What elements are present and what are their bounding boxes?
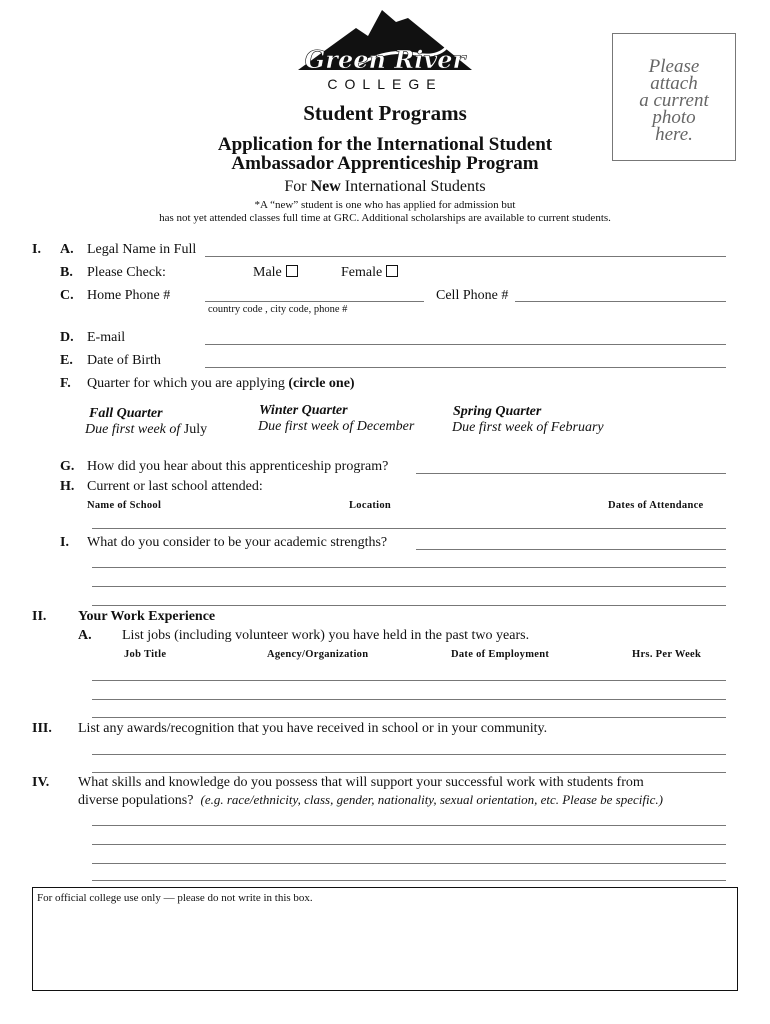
male-checkbox[interactable] <box>286 265 298 277</box>
agency-header: Agency/Organization <box>267 649 369 660</box>
skills-label-line-2 <box>78 792 663 809</box>
item-f-letter: F. <box>60 376 71 391</box>
photo-box-line: a current <box>639 90 709 111</box>
application-title-line-1: Application for the International Student <box>217 134 553 155</box>
legal-name-field[interactable] <box>205 256 726 257</box>
item-i-letter: I. <box>60 535 69 550</box>
section-2-numeral: II. <box>32 609 47 624</box>
female-label: Female <box>341 265 383 280</box>
jobs-field[interactable] <box>92 699 726 700</box>
photo-box-line: Please <box>648 56 700 77</box>
skills-label-line-1: What skills and knowledge do you possess that will support your successful work with students from <box>78 775 644 790</box>
quarter-label <box>87 376 355 392</box>
photo-box-line: photo <box>652 107 696 128</box>
school-label: Current or last school attended: <box>87 479 263 494</box>
fall-due-month: July <box>183 422 208 437</box>
photo-box-line: attach <box>650 73 698 94</box>
work-experience-title: Your Work Experience <box>78 609 216 624</box>
skills-field[interactable] <box>92 863 726 864</box>
job-title-header: Job Title <box>124 649 167 660</box>
photo-box-line: here. <box>655 124 693 145</box>
item-e-letter: E. <box>60 353 73 368</box>
employment-date-header: Date of Employment <box>451 649 550 660</box>
application-title-line-2: Ambassador Apprenticeship Program <box>231 153 539 174</box>
work-item-a-letter: A. <box>78 628 92 643</box>
fall-quarter-due <box>85 422 207 438</box>
spring-quarter-option[interactable]: Spring Quarter <box>453 404 542 419</box>
male-option <box>253 265 298 281</box>
section-3-numeral: III. <box>32 721 52 736</box>
new-student-note-2: has not yet attended classes full time at GRC. Additional scholarships are available to current students. <box>159 212 611 224</box>
awards-field[interactable] <box>92 754 726 755</box>
home-phone-label: Home Phone # <box>87 288 171 303</box>
item-b-letter: B. <box>60 265 73 280</box>
jobs-label: List jobs (including volunteer work) you have held in the past two years. <box>122 628 530 643</box>
strengths-field[interactable] <box>416 549 726 550</box>
cell-phone-field[interactable] <box>515 301 726 302</box>
jobs-field[interactable] <box>92 680 726 681</box>
home-phone-hint: country code , city code, phone # <box>208 304 348 315</box>
email-label: E-mail <box>87 330 126 345</box>
school-dates-header: Dates of Attendance <box>608 500 704 511</box>
home-phone-field[interactable] <box>205 301 424 302</box>
dob-label: Date of Birth <box>87 353 161 368</box>
logo-wordmark: Green River <box>304 45 466 74</box>
skills-label-examples: (e.g. race/ethnicity, class, gender, nationality, sexual orientation, etc. Please be specific.) <box>200 792 663 807</box>
skills-label-text: diverse populations? <box>78 793 194 808</box>
winter-quarter-option[interactable]: Winter Quarter <box>259 403 348 418</box>
item-g-letter: G. <box>60 459 75 474</box>
for-new-bold: New <box>310 178 341 195</box>
awards-field[interactable] <box>92 772 726 773</box>
program-title: Student Programs <box>303 101 467 125</box>
school-location-header: Location <box>349 500 392 511</box>
section-1-numeral: I. <box>32 242 41 257</box>
school-field[interactable] <box>92 528 726 529</box>
dob-field[interactable] <box>205 367 726 368</box>
for-suffix: International Students <box>340 178 486 195</box>
strengths-field[interactable] <box>92 567 726 568</box>
jobs-field[interactable] <box>92 717 726 718</box>
skills-field[interactable] <box>92 825 726 826</box>
spring-quarter-due: Due first week of February <box>452 420 604 435</box>
winter-quarter-due: Due first week of December <box>258 419 415 434</box>
for-new-students <box>0 178 770 196</box>
circle-one-hint: (circle one) <box>288 376 355 391</box>
gender-label: Please Check: <box>87 265 166 280</box>
cell-phone-label: Cell Phone # <box>436 288 509 303</box>
fall-due-prefix: Due first week of <box>85 422 184 437</box>
skills-field[interactable] <box>92 880 726 881</box>
referral-field[interactable] <box>416 473 726 474</box>
item-d-letter: D. <box>60 330 74 345</box>
skills-field[interactable] <box>92 844 726 845</box>
hours-header: Hrs. Per Week <box>632 649 702 660</box>
female-option <box>341 265 398 281</box>
logo-college-text: COLLEGE <box>327 76 443 92</box>
for-prefix: For <box>284 178 311 195</box>
new-student-note-1: *A “new” student is one who has applied for admission but <box>254 199 516 211</box>
quarter-label-text: Quarter for which you are applying <box>87 376 285 391</box>
item-a-letter: A. <box>60 242 74 257</box>
official-use-label: For official college use only — please do not write in this box. <box>37 892 313 904</box>
item-c-letter: C. <box>60 288 74 303</box>
male-label: Male <box>253 265 282 280</box>
female-checkbox[interactable] <box>386 265 398 277</box>
strengths-field[interactable] <box>92 586 726 587</box>
awards-label: List any awards/recognition that you have received in school or in your community. <box>78 721 548 736</box>
referral-label: How did you hear about this apprenticeship program? <box>87 459 389 474</box>
item-h-letter: H. <box>60 479 75 494</box>
section-4-numeral: IV. <box>32 775 50 790</box>
legal-name-label: Legal Name in Full <box>87 242 197 257</box>
fall-quarter-option[interactable]: Fall Quarter <box>89 406 163 421</box>
strengths-field[interactable] <box>92 605 726 606</box>
strengths-label: What do you consider to be your academic strengths? <box>87 535 388 550</box>
email-field[interactable] <box>205 344 726 345</box>
school-name-header: Name of School <box>87 500 162 511</box>
